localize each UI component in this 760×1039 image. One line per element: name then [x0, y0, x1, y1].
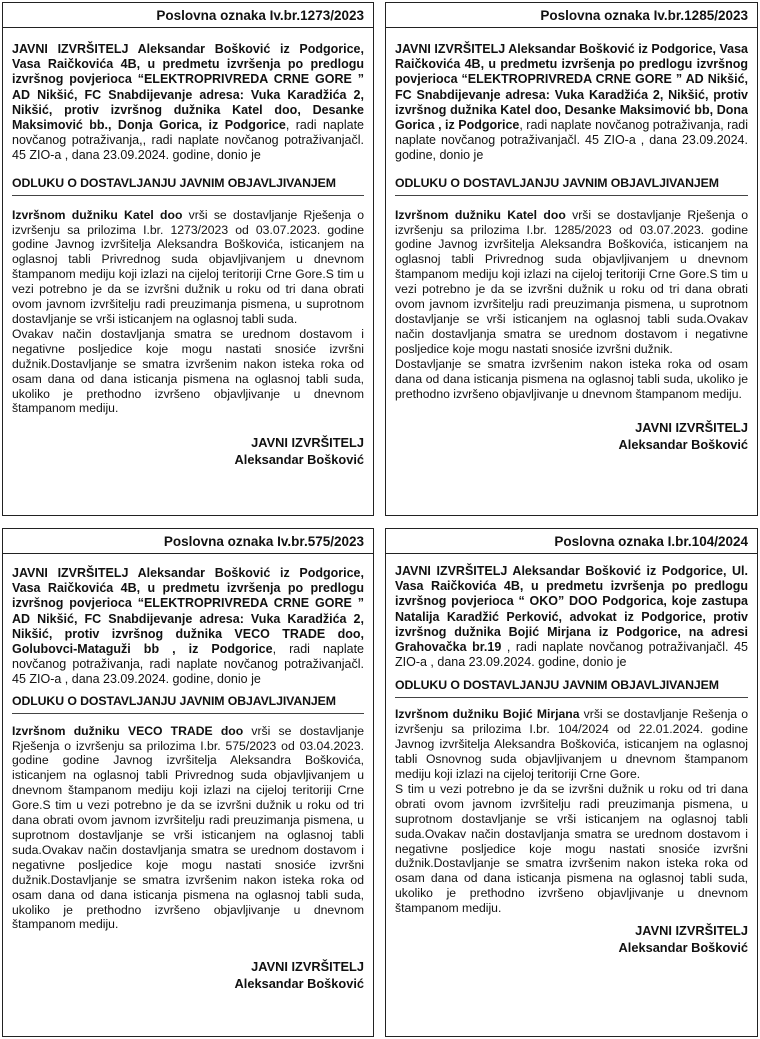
notice-body — [12, 208, 364, 417]
debtor-name: Izvršnom dužniku Bojić Mirjana — [395, 707, 580, 722]
body-text: vrši se dostavljanje Rješenja o izvršenju sa prilozima I.br. 1273/2023 od 03.07.2023. godine godine Javnog izvršitelja Aleksandra Boškovića, isticanjem na oglasnoj tabli Privrednog suda objavljivanjem u dnevnom štampanom mediju koji izlazi na cijeloj teritoriji Crne Gore.S tim u vezi potrebno je da se izvršni dužnik u roku od tri dana obrati ovom javnom izvršitelju radi preuzimanja pismena, u suprotnom dostavljanje se vrši isticanjem na oglasnoj tabli suda. — [12, 207, 364, 326]
body-paragraph-2: S tim u vezi potrebno je da se izvršni dužnik u roku od tri dana obrati ovom javnom izvršitelju radi preuzimanja pismena, u suprotnom dostavljanje se vrši isticanjem na oglasnoj tabli suda.Ovakav način dostavljanja smatra se urednom dostavom i negativne posljedice koje mogu nastati snosiće izvršni dužnik.Dostavljanje se smatra izvršenim nakon isteka roka od osam dana od dana isticanja pismena na oglasnoj tabli suda, ukoliko je prethodno izvršeno objavljivanje u dnevnom štampanom mediju. — [395, 781, 748, 916]
notice-intro — [395, 564, 748, 670]
intro-bold: JAVNI IZVRŠITELJ Aleksandar Bošković iz Podgorice, Ul. Vasa Raičkovića 4B, u predmetu izvršenja po predlogu izvršnog povjerioca “ OKO” DOO Podgorica, koje zastupa Natalija Karadžić Perković, advokat iz Podgorice, protiv izvršnog dužnika Bojić Mirjana iz Podgorice, na adresi Grahovačka br.19 — [395, 564, 748, 655]
body-paragraph — [395, 707, 748, 782]
signature — [395, 419, 748, 453]
decision-heading: ODLUKU O DOSTAVLJANJU JAVNIM OBJAVLJIVANJEM — [395, 176, 748, 196]
body-paragraph — [12, 208, 364, 327]
signature-title: JAVNI IZVRŠITELJ — [251, 959, 364, 975]
notice-intro — [395, 42, 748, 164]
signature-title: JAVNI IZVRŠITELJ — [635, 923, 748, 939]
notice-reference: Poslovna oznaka I.br.104/2024 — [386, 529, 757, 554]
intro-text: , radi naplate novčanog potraživanja,, radi naplate novčanog potraživanjačl. 45 ZIO-a , dana 23.09.2024. godine, donio je — [12, 118, 364, 163]
notice-1 — [2, 2, 374, 516]
notice-body — [395, 208, 748, 402]
signature-name: Aleksandar Bošković — [234, 976, 364, 992]
debtor-name: Izvršnom dužniku VECO TRADE doo — [12, 723, 244, 738]
debtor-name: Izvršnom dužniku Katel doo — [12, 207, 183, 222]
signature — [12, 958, 364, 992]
body-paragraph — [395, 208, 748, 357]
notice-4 — [385, 528, 758, 1037]
intro-text: , radi naplate novčanog potraživanja, radi naplate novčanog potraživanjačl. 45 ZIO-a , dana 23.09.2024. godine, donio je — [12, 642, 364, 687]
intro-bold: JAVNI IZVRŠITELJ Aleksandar Bošković iz Podgorice, Vasa Raičkovića 4B, u predmetu izvršenja po predlogu izvršnog povjerioca “ELEKTROPRIVREDA CRNE GORE ” AD Nikšić, FC Snabdijevanje adresa: Vuka Karadžića 2, Nikšić, protiv izvršnog dužnika Katel doo, Desanke Maksimović bb, Dona Gorica , iz Podgorice — [395, 42, 748, 133]
decision-heading: ODLUKU O DOSTAVLJANJU JAVNIM OBJAVLJIVANJEM — [12, 694, 364, 714]
body-text: vrši se dostavljanje Rješenja o izvršenju sa prilozima I.br. 575/2023 od 03.04.2023. godine godine Javnog izvršitelja Aleksandra Boškovića, isticanjem na oglasnoj tabli Privrednog suda objavljivanjem u dnevnom štampanom mediju koji izlazi na cijeloj teritoriji Crne Gore.S tim u vezi potrebno je da se izvršni dužnik u roku od tri dana obrati ovom javnom izvršitelju radi preuzimanja pismena, u suprotnom dostavljanje se vrši isticanjem na oglasnoj tabli suda.Ovakav način dostavljanja smatra se urednom dostavom i negativne posljedice koje mogu nastati snosiće izvršni dužnik.Dostavljanje se smatra izvršenim nakon isteka roka od osam dana od dana isticanja pismena na oglasnoj tabli suda, ukoliko je prethodno izvršeno objavljivanje u dnevnom štampanom mediju. — [12, 723, 364, 932]
debtor-name: Izvršnom dužniku Katel doo — [395, 207, 566, 222]
notice-body — [395, 707, 748, 916]
signature-name: Aleksandar Bošković — [618, 940, 748, 956]
signature — [395, 922, 748, 956]
intro-text: , radi naplate novčanog potraživanja, radi naplate novčanog potraživanjačl. 45 ZIO-a , dana 23.09.2024. godine, donio je — [395, 118, 748, 163]
signature-name: Aleksandar Bošković — [618, 437, 748, 453]
body-paragraph-2: Dostavljanje se smatra izvršenim nakon isteka roka od osam dana od dana isticanja pismena na oglasnoj tabli suda, ukoliko je prethodno izvršeno objavljivanje u dnevnom štampanom mediju. — [395, 356, 748, 401]
signature-title: JAVNI IZVRŠITELJ — [251, 435, 364, 451]
intro-bold: JAVNI IZVRŠITELJ Aleksandar Bošković iz Podgorice, Vasa Raičkovića 4B, u predmetu izvršenja po predlogu izvršnog povjerioca “ELEKTROPRIVREDA CRNE GORE ” AD Nikšić, FC Snabdijevanje adresa: Vuka Karadžića 2, Nikšić, protiv izvršnog dužnika VECO TRADE doo, Golubovci-Mataguži bb , iz Podgorice — [12, 566, 364, 657]
notice-intro — [12, 566, 364, 688]
signature — [12, 434, 364, 468]
intro-text: , radi naplate novčanog potraživanjačl. 45 ZIO-a , dana 23.09.2024. godine, donio je — [395, 640, 748, 670]
notice-body — [12, 724, 364, 933]
notice-3 — [2, 528, 374, 1037]
notice-2 — [385, 2, 758, 516]
notice-reference: Poslovna oznaka Iv.br.1273/2023 — [3, 3, 373, 28]
body-text: vrši se dostavljanje Rješenja o izvršenju sa prilozima I.br. 1285/2023 od 03.07.2023. godine godine Javnog izvršitelja Aleksandra Boškovića, isticanjem na oglasnoj tabli Privrednog suda objavljivanjem u dnevnom štampanom mediju koji izlazi na cijeloj teritoriji Crne Gore.S tim u vezi potrebno je da se izvršni dužnik u roku od tri dana obrati ovom javnom izvršitelju radi preuzimanja pismena, u suprotnom dostavljanje se vrši isticanjem na oglasnoj tabli suda.Ovakav način dostavljanja smatra se urednom dostavom i negativne posljedice koje mogu nastati snosiće izvršni dužnik. — [395, 207, 748, 356]
body-text: vrši se dostavljanje Rešenja o izvršenju sa prilozima I.br. 104/2024 od 22.01.2024. godine Javnog izvršitelja Aleksandra Boškovića, isticanjem na oglasnoj tabli Osnovnog suda objavljivanjem u dnevnom štampanom mediju koji izlazi na cijeloj teritoriji Crne Gore. — [395, 707, 748, 782]
body-paragraph-2: Ovakav način dostavljanja smatra se urednom dostavom i negativne posljedice koje mogu nastati snosiće izvršni dužnik.Dostavljanje se smatra izvršenim nakon isteka roka od osam dana od dana isticanja pismena na oglasnoj tabli suda, ukoliko je prethodno izvršeno objavljivanje u dnevnom štampanom mediju. — [12, 326, 364, 416]
notice-intro — [12, 42, 364, 164]
signature-name: Aleksandar Bošković — [234, 452, 364, 468]
decision-heading: ODLUKU O DOSTAVLJANJU JAVNIM OBJAVLJIVANJEM — [12, 176, 364, 196]
notice-reference: Poslovna oznaka Iv.br.1285/2023 — [386, 3, 757, 28]
decision-heading: ODLUKU O DOSTAVLJANJU JAVNIM OBJAVLJIVANJEM — [395, 678, 748, 698]
intro-bold: JAVNI IZVRŠITELJ Aleksandar Bošković iz Podgorice, Vasa Raičkovića 4B, u predmetu izvršenja po predlogu izvršnog povjerioca “ELEKTROPRIVREDA CRNE GORE ” AD Nikšić, FC Snabdijevanje adresa: Vuka Karadžića 2, Nikšić, protiv izvršnog dužnika Katel doo, Desanke Maksimović bb., Donja Gorica, iz Podgorice — [12, 42, 364, 133]
signature-title: JAVNI IZVRŠITELJ — [635, 420, 748, 436]
notice-reference: Poslovna oznaka Iv.br.575/2023 — [3, 529, 373, 554]
body-paragraph — [12, 724, 364, 933]
